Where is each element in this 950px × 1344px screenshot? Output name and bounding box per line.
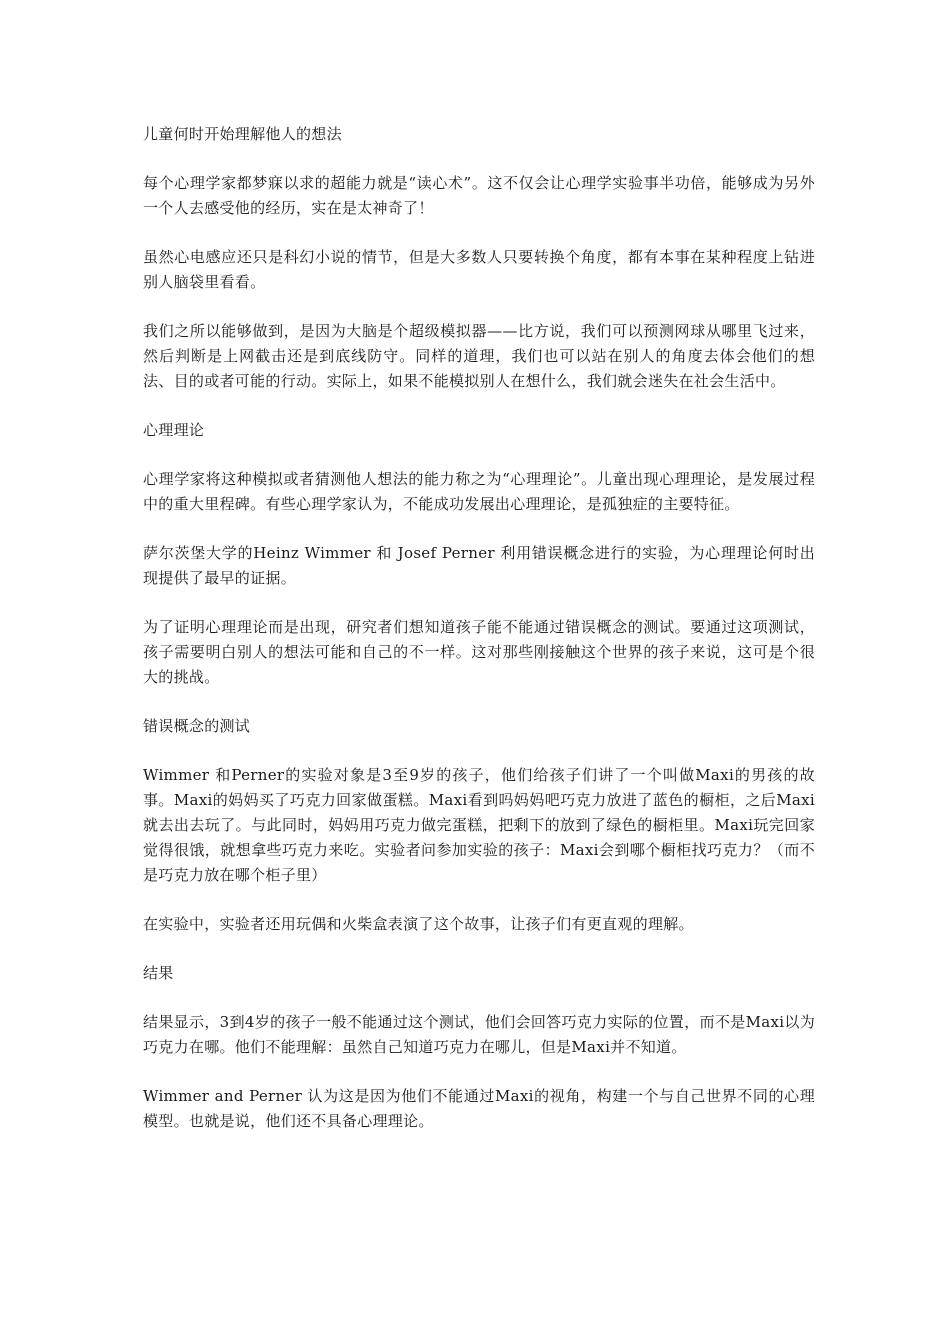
section-heading-false-belief-test: 错误概念的测试: [143, 717, 251, 735]
section-heading-theory-of-mind: 心理理论: [143, 421, 205, 439]
paragraph-results-1: 结果显示，3到4岁的孩子一般不能通过这个测试，他们会回答巧克力实际的位置，而不是Maxi以为巧克力在哪。他们不能理解：虽然自己知道巧克力在哪儿，但是Maxi并不知道。: [143, 1013, 815, 1056]
document-page: [143, 122, 815, 1158]
paragraph-theory-1: 心理学家将这种模拟或者猜测他人想法的能力称之为“心理理论”。儿童出现心理理论，是发展过程中的重大里程碑。有些心理学家认为，不能成功发展出心理理论，是孤独症的主要特征。: [143, 470, 815, 513]
paragraph-test-2: 在实验中，实验者还用玩偶和火柴盒表演了这个故事，让孩子们有更直观的理解。: [143, 915, 694, 933]
paragraph-test-1: Wimmer 和Perner的实验对象是3至9岁的孩子，他们给孩子们讲了一个叫做Maxi的男孩的故事。Maxi的妈妈买了巧克力回家做蛋糕。Maxi看到吗妈妈吧巧克力放进了蓝色的橱柜，之后Maxi就去出去玩了。与此同时，妈妈用巧克力做完蛋糕，把剩下的放到了绿色的橱柜里。Maxi玩完回家觉得很饿，就想拿些巧克力来吃。实验者问参加实验的孩子：Maxi会到哪个橱柜找巧克力？（而不是巧克力放在哪个柜子里）: [143, 766, 815, 884]
paragraph-intro-2: 虽然心电感应还只是科幻小说的情节，但是大多数人只要转换个角度，都有本事在某种程度上钻进别人脑袋里看看。: [143, 248, 815, 291]
paragraph-theory-2: 萨尔茨堡大学的Heinz Wimmer 和 Josef Perner 利用错误概念进行的实验，为心理理论何时出现提供了最早的证据。: [143, 544, 815, 587]
paragraph-theory-3: 为了证明心理理论而是出现，研究者们想知道孩子能不能通过错误概念的测试。要通过这项测试，孩子需要明白别人的想法可能和自己的不一样。这对那些刚接触这个世界的孩子来说，这可是个很大的挑战。: [143, 618, 815, 686]
paragraph-intro-3: 我们之所以能够做到，是因为大脑是个超级模拟器——比方说，我们可以预测网球从哪里飞过来，然后判断是上网截击还是到底线防守。同样的道理，我们也可以站在别人的角度去体会他们的想法、目的或者可能的行动。实际上，如果不能模拟别人在想什么，我们就会迷失在社会生活中。: [143, 322, 815, 390]
paragraph-intro-1: 每个心理学家都梦寐以求的超能力就是“读心术”。这不仅会让心理学实验事半功倍，能够成为另外一个人去感受他的经历，实在是太神奇了！: [143, 174, 815, 217]
document-title: 儿童何时开始理解他人的想法: [143, 125, 342, 143]
paragraph-results-2: Wimmer and Perner 认为这是因为他们不能通过Maxi的视角，构建一个与自己世界不同的心理模型。也就是说，他们还不具备心理理论。: [143, 1087, 815, 1130]
section-heading-results: 结果: [143, 964, 174, 982]
